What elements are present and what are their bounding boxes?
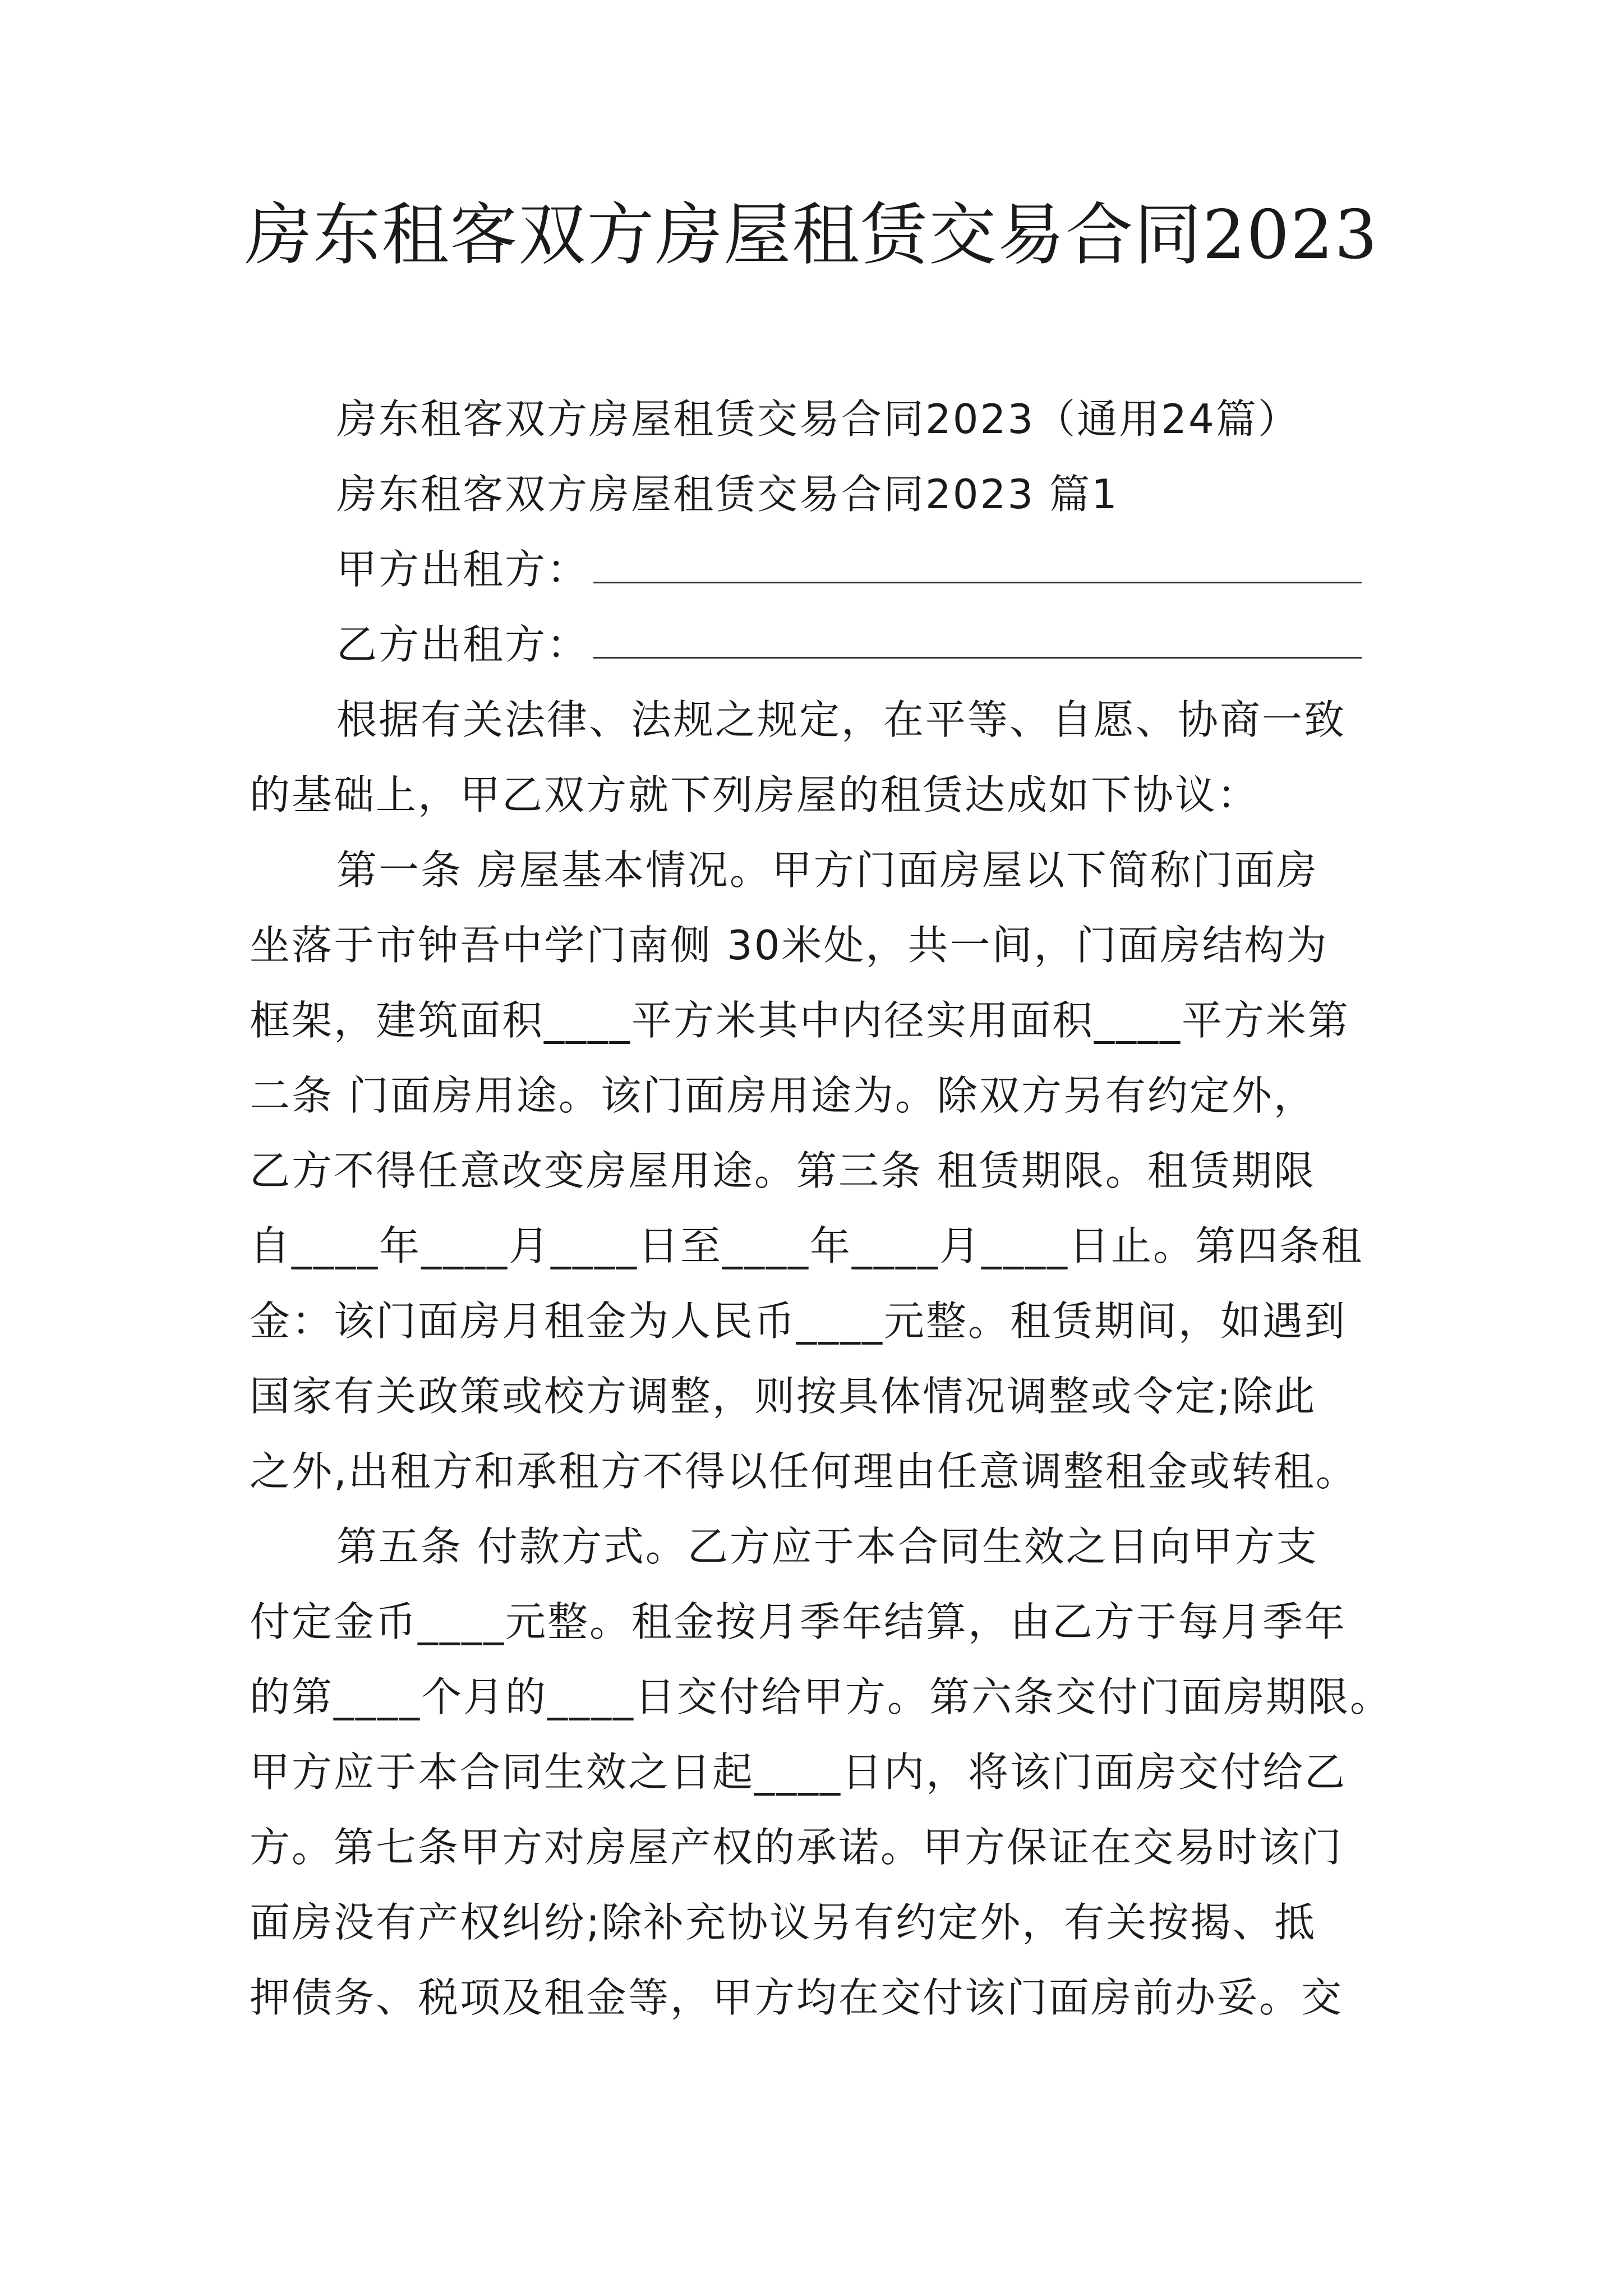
paragraph-line: 框架，建筑面积____平方米其中内径实用面积____平方米第 [250, 997, 1350, 1044]
paragraph-line: 根据有关法律、法规之规定，在平等、自愿、协商一致 [336, 696, 1347, 743]
party-a-row [250, 532, 1377, 607]
party-b-blank [593, 623, 1362, 659]
paragraph-articles-5-7 [250, 1509, 1393, 2035]
party-a-label: 甲方出租方： [336, 546, 589, 593]
subtitle-line: 房东租客双方房屋租赁交易合同2023（通用24篇） [336, 395, 1300, 443]
paragraph-articles-1-4 [250, 832, 1377, 1509]
party-a-blank [593, 548, 1362, 583]
section-heading: 房东租客双方房屋租赁交易合同2023 篇1 [336, 471, 1119, 518]
paragraph-line: 方。第七条甲方对房屋产权的承诺。甲方保证在交易时该门 [250, 1824, 1344, 1871]
paragraph-intro [250, 682, 1377, 832]
paragraph-line: 的基础上，甲乙双方就下列房屋的租赁达成如下协议： [250, 771, 1260, 818]
document-title: 房东租客双方房屋租赁交易合同2023 [245, 196, 1378, 274]
paragraph-line: 第五条 付款方式。乙方应于本合同生效之日向甲方支 [336, 1523, 1318, 1570]
paragraph-line: 第一条 房屋基本情况。甲方门面房屋以下简称门面房 [336, 846, 1318, 894]
paragraph-line: 二条 门面房用途。该门面房用途为。除双方另有约定外， [250, 1072, 1316, 1119]
paragraph-line: 付定金币____元整。租金按月季年结算，由乙方于每月季年 [250, 1598, 1347, 1645]
paragraph-line: 之外,出租方和承租方不得以任何理由任意调整租金或转租。 [250, 1448, 1358, 1495]
paragraph-line: 押债务、税项及租金等，甲方均在交付该门面房前办妥。交 [250, 1974, 1344, 2021]
paragraph-line: 坐落于市钟吾中学门南侧 30米处，共一间，门面房结构为 [250, 922, 1329, 969]
paragraph-line: 面房没有产权纠纷;除补充协议另有约定外，有关按揭、抵 [250, 1899, 1317, 1946]
paragraph-line: 自____年____月____日至____年____月____日止。第四条租 [250, 1222, 1364, 1269]
paragraph-line: 的第____个月的____日交付给甲方。第六条交付门面房期限。 [250, 1673, 1393, 1720]
party-b-row [250, 607, 1377, 682]
paragraph-line: 金：该门面房月租金为人民币____元整。租赁期间，如遇到 [250, 1297, 1347, 1345]
paragraph-line: 甲方应于本合同生效之日起____日内，将该门面房交付给乙 [250, 1749, 1347, 1796]
document-body [250, 381, 1393, 2035]
paragraph-line: 国家有关政策或校方调整，则按具体情况调整或令定;除此 [250, 1373, 1317, 1420]
paragraph-line: 乙方不得任意改变房屋用途。第三条 租赁期限。租赁期限 [250, 1147, 1316, 1194]
party-b-label: 乙方出租方： [336, 621, 589, 668]
